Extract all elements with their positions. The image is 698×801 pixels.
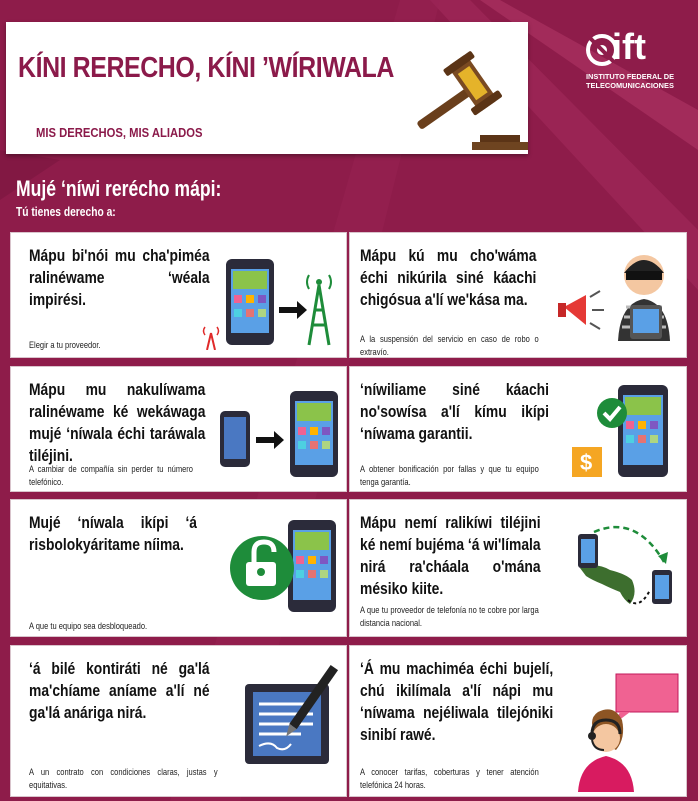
logo-line-1: INSTITUTO FEDERAL DE — [586, 72, 675, 81]
logo-subtitle — [586, 73, 674, 90]
page-title: KÍNI RERECHO, KÍNI ’WÍRIWALA — [18, 52, 394, 84]
warranty-phone-icon — [568, 377, 682, 487]
card-note: Elegir a tu proveedor. — [29, 340, 101, 350]
card-title: Mápu kú mu cho'wáma échi nikúrila siné káachi chigósua a'lí we'kása ma. — [360, 247, 537, 309]
right-card-4 — [349, 366, 687, 492]
card-note: A conocer tarifas, coberturas y tener atención telefónica 24 horas. — [360, 767, 539, 790]
card-title: ‘á bilé kontiráti né ga'lá ma'chíame aníame a'lí né ga'lá anáriga nirá. — [29, 660, 210, 722]
phone-to-tower-icon — [201, 255, 343, 350]
logo-line-2: TELECOMUNICACIONES — [586, 80, 674, 90]
unlock-phone-icon — [226, 514, 344, 620]
card-title: Mápu bi'nói mu cha'piméa ralinéwame ‘wéala impirési. — [29, 247, 210, 309]
right-card-8 — [349, 645, 687, 797]
call-center-agent-icon — [570, 670, 684, 794]
card-note: A cambiar de compañía sin perder tu número telefónico. — [29, 464, 193, 487]
phone-switch-icon — [216, 381, 344, 481]
gavel-icon — [392, 32, 532, 154]
left-card-5 — [10, 499, 347, 637]
card-title: Mápu nemí ralikíwi tiléjini ké nemí bujéma ‘á wi'límala nirá ra'cháala o'mána mésiko kiite. — [360, 514, 541, 598]
page-subtitle: MIS DERECHOS, MIS ALIADOS — [36, 126, 203, 140]
right-card-2 — [349, 232, 687, 358]
card-note: A que tu equipo sea desbloqueado. — [29, 621, 148, 631]
card-note: A un contrato con condiciones claras, justas y equitativas. — [29, 767, 218, 790]
card-title: ‘Á mu machiméa échi bujelí, chú ikilímala a'lí nápi mu ‘níwama nejéliwala tilejóniki sinibí rawé. — [360, 660, 554, 744]
mexico-calls-icon — [566, 518, 684, 614]
left-card-3 — [10, 366, 347, 492]
card-title: Mápu mu nakulíwama ralinéwame ké wekáwaga mujé ‘níwala échi taráwala tiléjini. — [29, 381, 206, 465]
card-title: ‘níwiliame siné káachi no'sowísa a'lí kímu ikípi ‘níwama garantii. — [360, 381, 549, 443]
section-subtitle: Tú tienes derecho a: — [16, 205, 116, 219]
svg-text:$: $ — [580, 450, 593, 475]
right-card-6 — [349, 499, 687, 637]
card-note: A la suspensión del servicio en caso de robo o extravío. — [360, 334, 539, 357]
right-card-1 — [10, 232, 347, 358]
card-note: A obtener bonificación por fallas y que tu equipo tenga garantía. — [360, 464, 539, 487]
card-title: Mujé ‘níwala ikípi ‘á risbolokyáritame níima. — [29, 514, 197, 554]
logo-wordmark: ift — [612, 26, 646, 67]
header-card — [6, 22, 528, 154]
stolen-phone-icon — [556, 247, 684, 343]
card-note: A que tu proveedor de telefonía no te cobre por larga distancia nacional. — [360, 605, 539, 628]
section-title: Mujé ‘níwi rerécho mápi: — [16, 176, 222, 201]
contract-signing-icon — [241, 660, 341, 770]
left-card-7 — [10, 645, 347, 797]
